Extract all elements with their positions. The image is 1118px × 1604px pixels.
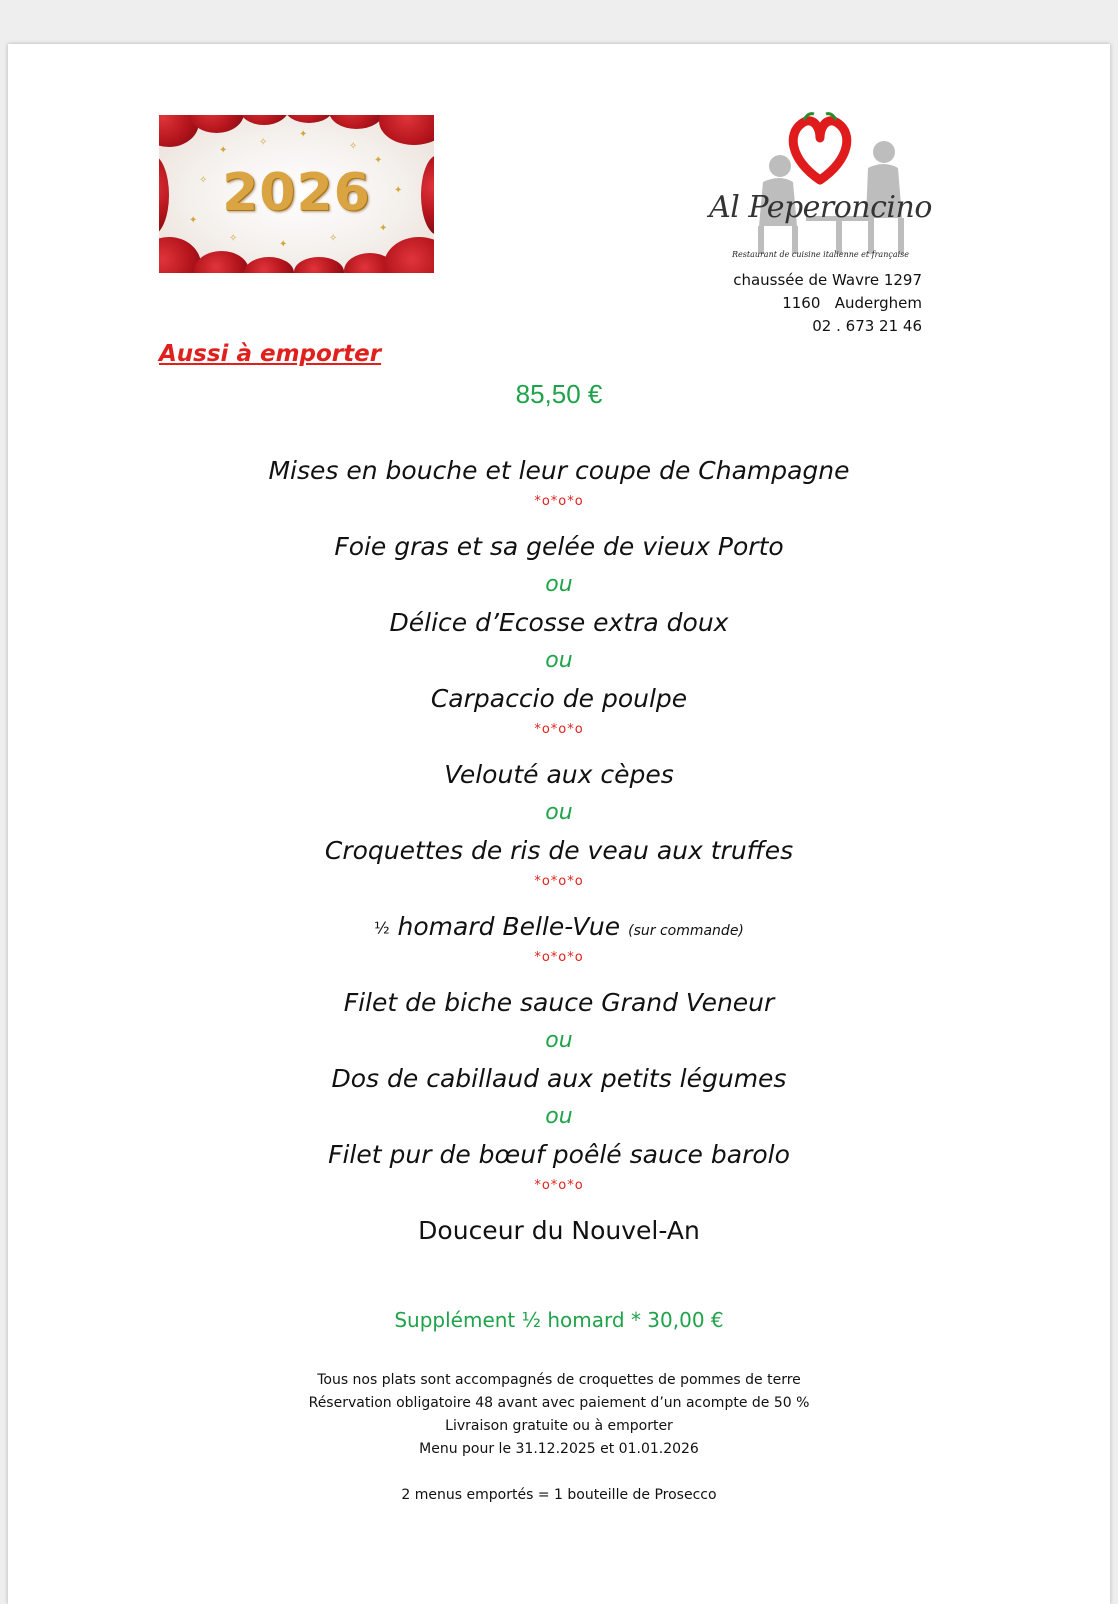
course-foie-gras: Foie gras et sa gelée de vieux Porto [334, 532, 784, 561]
course-separator: *o*o*o [534, 494, 584, 509]
footer-line-delivery: Livraison gratuite ou à emporter [445, 1418, 673, 1434]
half-fraction: ½ [374, 918, 390, 938]
or-separator: ou [545, 1028, 573, 1053]
address-street: chaussée de Wavre 1297 [733, 271, 922, 289]
course-dessert: Douceur du Nouvel-An [418, 1216, 700, 1245]
course-croquettes-ris: Croquettes de ris de veau aux truffes [324, 836, 794, 865]
footer-line-reservation: Réservation obligatoire 48 avant avec paiement d’un acompte de 50 % [308, 1395, 810, 1411]
menu-price: 85,50 € [515, 379, 603, 409]
course-cabillaud: Dos de cabillaud aux petits légumes [331, 1064, 787, 1093]
footer-line-dates: Menu pour le 31.12.2025 et 01.01.2026 [419, 1441, 699, 1457]
course-filet-boeuf: Filet pur de bœuf poêlé sauce barolo [328, 1140, 790, 1169]
course-filet-biche: Filet de biche sauce Grand Veneur [343, 988, 775, 1017]
course-separator: *o*o*o [534, 950, 584, 965]
course-delice-ecosse: Délice d’Ecosse extra doux [389, 608, 729, 637]
or-separator: ou [545, 800, 573, 825]
course-separator: *o*o*o [534, 874, 584, 889]
logo-name: Al Peperoncino [709, 190, 932, 225]
supplement-note: Supplément ½ homard * 30,00 € [394, 1308, 724, 1332]
course-homard [8, 912, 1110, 941]
course-separator: *o*o*o [534, 722, 584, 737]
logo-tagline: Restaurant de cuisine italienne et française [731, 250, 909, 259]
course-carpaccio: Carpaccio de poulpe [430, 684, 688, 713]
course-veloute: Velouté aux cèpes [444, 760, 674, 789]
or-separator: ou [545, 572, 573, 597]
footer-line-accompaniment: Tous nos plats sont accompagnés de croquettes de pommes de terre [317, 1372, 801, 1388]
or-separator: ou [545, 1104, 573, 1129]
banner-year: 2026 [222, 163, 371, 223]
restaurant-logo [708, 112, 933, 272]
takeaway-heading: Aussi à emporter [159, 341, 382, 367]
address-phone: 02 . 673 21 46 [812, 317, 922, 335]
course-amuse-bouche: Mises en bouche et leur coupe de Champagne [268, 456, 850, 485]
course-homard-note: (sur commande) [628, 923, 744, 939]
or-separator: ou [545, 648, 573, 673]
pepper-heart-icon [793, 121, 847, 180]
address-city: 1160 Auderghem [782, 294, 922, 312]
menu-page [8, 44, 1110, 1604]
course-separator: *o*o*o [534, 1178, 584, 1193]
course-homard-label: homard Belle-Vue [397, 912, 621, 941]
footer-line-offer: 2 menus emportés = 1 bouteille de Prosecco [401, 1487, 717, 1503]
new-year-banner-image: ✦ ✧ ✦ ✧ ✦ ✧ ✦ ✦ ✧ ✦ ✧ ✦ 2026 [159, 115, 434, 273]
